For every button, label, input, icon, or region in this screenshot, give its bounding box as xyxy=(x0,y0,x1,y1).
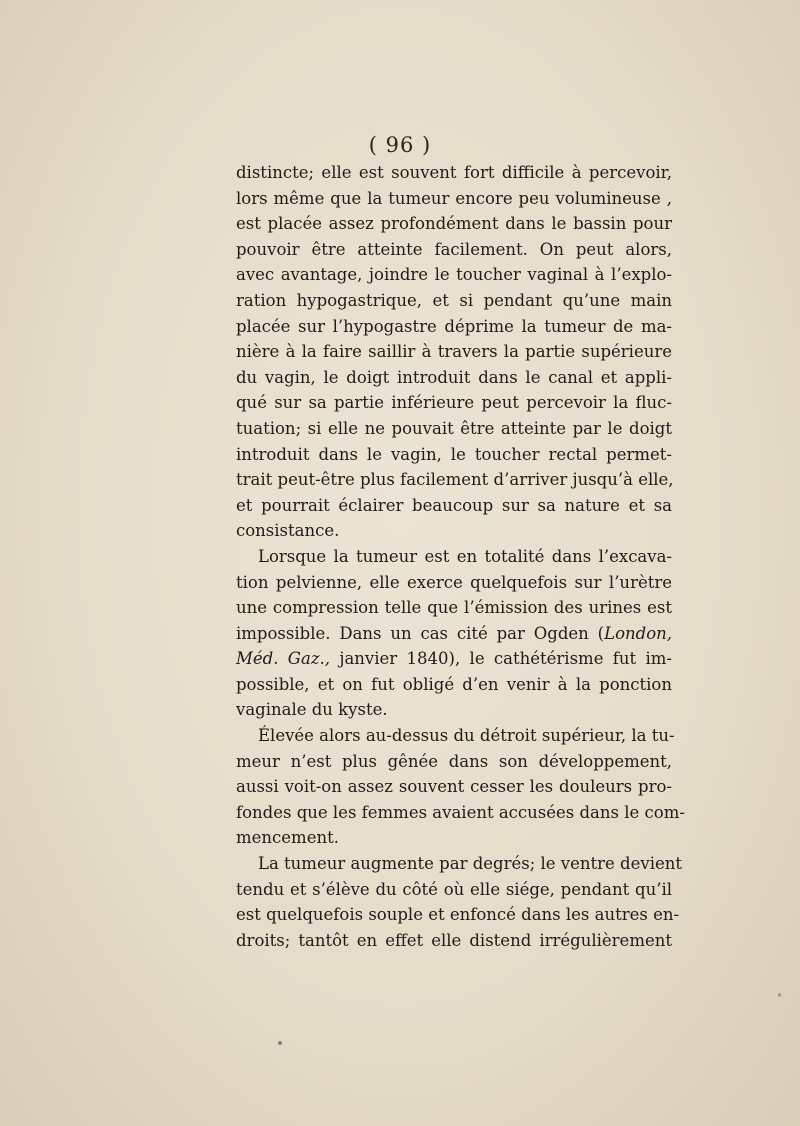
text-line: trait peut-être plus facilement d’arriver jusqu’à elle, xyxy=(236,470,674,490)
text-line-with-citation xyxy=(236,646,672,672)
text-line: distincte; elle est souvent fort difficile à percevoir, xyxy=(236,163,672,182)
ink-speck xyxy=(778,993,781,997)
text-line: qué sur sa partie inférieure peut percevoir la fluc- xyxy=(236,393,672,413)
text-line: La tumeur augmente par degrés; le ventre devient xyxy=(258,854,682,874)
text-line: aussi voit-on assez souvent cesser les douleurs pro- xyxy=(236,777,672,797)
text-line: est quelquefois souple et enfoncé dans les autres en- xyxy=(236,905,680,925)
text-line: mencement. xyxy=(236,828,339,848)
text-line: introduit dans le vagin, le toucher rectal permet- xyxy=(236,444,672,464)
text-line: pouvoir être atteinte facilement. On peut alors, xyxy=(236,239,672,259)
text-line: une compression telle que l’émission des urines est xyxy=(236,598,672,618)
citation-source: London, xyxy=(604,623,672,643)
text-line: avec avantage, joindre le toucher vaginal à l’explo- xyxy=(236,265,672,285)
text-line: droits; tantôt en effet elle distend irrégulièrement xyxy=(236,930,672,950)
text-line: tion pelvienne, elle exerce quelquefois sur l’urètre xyxy=(236,572,672,592)
citation-tail: janvier 1840), le cathétérisme fut im- xyxy=(330,649,672,669)
text-line: Lorsque la tumeur est en totalité dans l’excava- xyxy=(258,546,672,566)
ink-speck xyxy=(278,1041,282,1045)
text-line: fondes que les femmes avaient accusées dans le com- xyxy=(236,802,685,822)
citation-journal: Méd. Gaz., xyxy=(236,649,331,669)
citation-lead: impossible. Dans un cas cité par Ogden ( xyxy=(236,623,605,643)
page-number: ( 96 ) xyxy=(368,133,432,157)
text-line: meur n’est plus gênée dans son développement, xyxy=(236,751,672,771)
text-line: tendu et s’élève du côté où elle siége, pendant qu’il xyxy=(236,879,672,899)
text-line: possible, et on fut obligé d’en venir à la ponction xyxy=(236,674,672,694)
text-line: Élevée alors au-dessus du détroit supérieur, la tu- xyxy=(258,726,675,746)
body-text xyxy=(236,160,685,953)
text-line: consistance. xyxy=(236,521,340,541)
text-line: tuation; si elle ne pouvait être atteinte par le doigt xyxy=(236,418,672,438)
text-line: lors même que la tumeur encore peu volumineuse , xyxy=(236,188,672,208)
text-line: du vagin, le doigt introduit dans le canal et appli- xyxy=(236,367,672,387)
text-line: et pourrait éclairer beaucoup sur sa nature et sa xyxy=(236,495,672,515)
text-line: vaginale du kyste. xyxy=(236,700,388,720)
text-line: placée sur l’hypogastre déprime la tumeur de ma- xyxy=(236,316,672,336)
text-line: nière à la faire saillir à travers la partie supérieure xyxy=(236,342,672,362)
text-line: ration hypogastrique, et si pendant qu’une main xyxy=(236,290,672,310)
text-line: est placée assez profondément dans le bassin pour xyxy=(236,214,672,234)
text-line-with-citation xyxy=(236,621,672,647)
